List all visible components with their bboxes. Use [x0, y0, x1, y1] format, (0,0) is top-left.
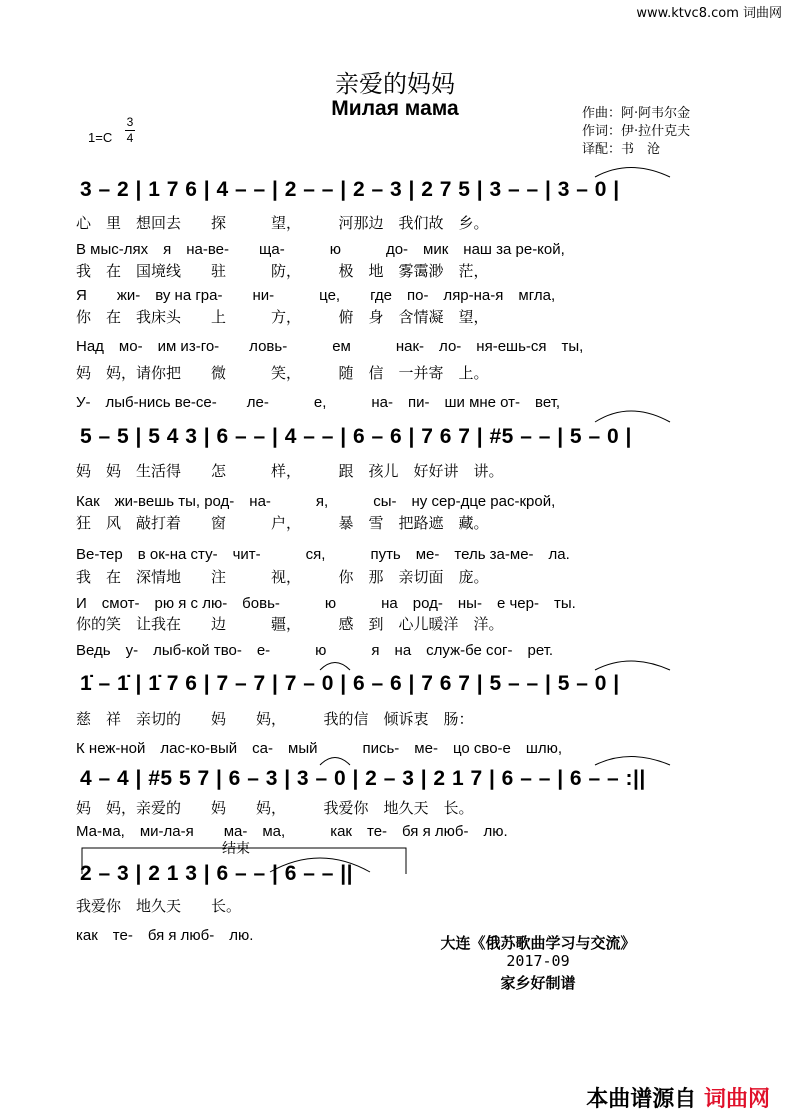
- source-credit: 大连《俄苏歌曲学习与交流》: [440, 934, 636, 952]
- notation-line-1: 3 – 2 | 1 7 6 | 4 – – | 2 – – | 2 – 3 | 2 7 5 | 3 – – | 3 – 0 |: [80, 178, 620, 201]
- source-date: 2017-09: [506, 952, 570, 970]
- lyric-line: Я жи- ву на гра- ни- це, где по- ляр-на-я мгла,: [76, 287, 556, 304]
- lyric-line: Над мо- им из-го- ловь- ем нак- ло- ня-ешь-ся ты,: [76, 338, 584, 355]
- site-url: www.ktvc8.com 词曲网: [636, 6, 782, 21]
- lyric-line: 妈 妈 生活得 怎 样， 跟 孩儿 好好讲 讲。: [76, 462, 504, 480]
- lyric-line: 你 在 我床头 上 方， 俯 身 含情凝 望，: [76, 308, 489, 326]
- lyric-line: 我 在 深情地 注 视， 你 那 亲切面 庞。: [76, 568, 489, 586]
- key-signature: 1=C: [88, 130, 113, 145]
- lyricist-credit: 作词：伊·拉什克夫: [582, 124, 691, 139]
- lyric-line: Ма-ма, ми-ла-я ма- ма, как те- бя я люб- лю.: [76, 823, 508, 840]
- notation-line-4: 4 – 4 | #5 5 7 | 6 – 3 | 3 – 0 | 2 – 3 | 2 1 7 | 6 – – | 6 – – :||: [80, 767, 646, 790]
- ending-label: 结束: [222, 841, 250, 857]
- tie-curve: [320, 758, 350, 766]
- time-signature-bottom: 4: [126, 131, 134, 145]
- lyric-line: 我 在 国境线 驻 防， 极 地 雾霭渺 茫，: [76, 262, 489, 280]
- tie-curve: [595, 411, 670, 422]
- translator-credit: 译配：书 沧: [582, 142, 661, 157]
- arranger-credit: 家乡好制谱: [500, 974, 576, 992]
- notation-line-5: 2 – 3 | 2 1 3 | 6 – – | 6 – – ||: [80, 862, 354, 885]
- lyric-line: И смот- рю я с лю- бовь- ю на род- ны- е чер- ты.: [76, 595, 576, 612]
- lyric-line: 妈 妈，请你把 微 笑， 随 信 一并寄 上。: [76, 364, 489, 382]
- lyric-line: К неж-ной лас-ко-вый са- мый пись- ме- цо сво-е шлю,: [76, 740, 563, 757]
- lyric-line: Ведь у- лыб-кой тво- е- ю я на служ-бе сог- рет.: [76, 642, 554, 659]
- notation-line-2: 5 – 5 | 5 4 3 | 6 – – | 4 – – | 6 – 6 | 7 6 7 | #5 – – | 5 – 0 |: [80, 425, 632, 448]
- lyric-line: 心 里 想回去 探 望， 河那边 我们故 乡。: [76, 214, 489, 232]
- lyric-line: 你的笑 让我在 边 疆， 感 到 心儿暖洋 洋。: [76, 615, 504, 633]
- watermark: [586, 1082, 770, 1113]
- composer-credit: 作曲：阿·阿韦尔金: [582, 106, 691, 121]
- title-chinese: 亲爱的妈妈: [335, 70, 455, 98]
- tie-curve: [595, 757, 670, 766]
- lyric-line: 妈 妈，亲爱的 妈 妈， 我爱你 地久天 长。: [76, 799, 474, 817]
- lyric-line: Как жи-вешь ты, род- на- я, сы- ну сер-дце рас-крой,: [76, 493, 556, 510]
- watermark-brand: 词曲网: [703, 1087, 770, 1112]
- lyric-line: 慈 祥 亲切的 妈 妈， 我的信 倾诉衷 肠：: [76, 710, 474, 728]
- title-russian: Милая мама: [331, 97, 459, 120]
- lyric-line: как те- бя я люб- лю.: [76, 927, 254, 944]
- notation-line-3: 1̇ – 1̇ | 1̇ 7 6 | 7 – 7 | 7 – 0 | 6 – 6 | 7 6 7 | 5 – – | 5 – 0 |: [80, 672, 620, 695]
- tie-curve: [595, 168, 670, 178]
- lyric-line: 我爱你 地久天 长。: [76, 897, 242, 915]
- tie-curve: [595, 661, 670, 670]
- time-signature-top: 3: [126, 115, 134, 129]
- lyric-line: Ве-тер в ок-на сту- чит- ся, путь ме- тель за-ме- ла.: [76, 546, 570, 563]
- watermark-prefix: 本曲谱源自: [586, 1087, 697, 1112]
- lyric-line: В мыс-лях я на-ве- ща- ю до- мик наш за ре-кой,: [76, 241, 565, 258]
- lyric-line: 狂 风 敲打着 窗 户， 暴 雪 把路遮 藏。: [76, 514, 489, 532]
- lyric-line: У- лыб-нись ве-се- ле- е, на- пи- ши мне от- вет,: [76, 394, 561, 411]
- tie-curve: [320, 663, 350, 671]
